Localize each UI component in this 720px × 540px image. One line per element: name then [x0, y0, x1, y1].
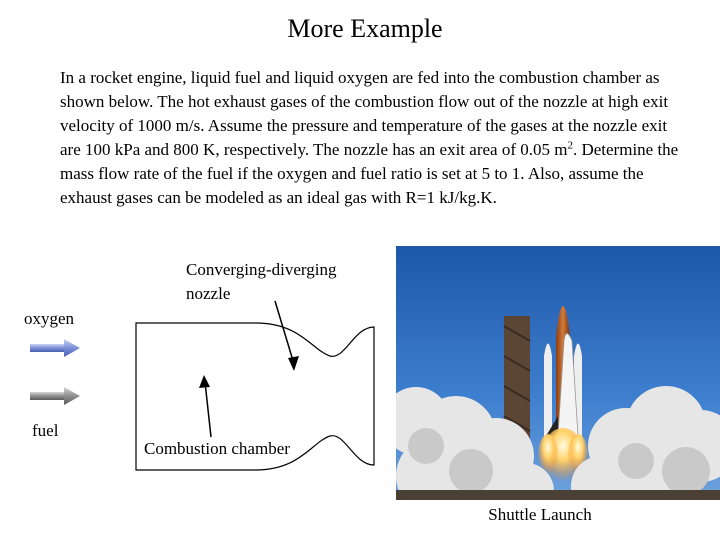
- problem-text-part2: . Determine the mass flow rate of the fuel if the oxygen and fuel ratio is set at 5 to 1. Also, assume the exhaust gases can be modeled as an ideal gas with R=1 kJ/kg.K.: [60, 140, 679, 207]
- shuttle-launch-photo: [396, 246, 720, 500]
- combustion-chamber-label: Combustion chamber: [144, 439, 290, 458]
- fuel-inlet-arrow: [30, 387, 80, 405]
- fuel-label: fuel: [32, 421, 59, 440]
- area-unit-superscript: 2: [567, 139, 573, 152]
- nozzle-label-line1: Converging-diverging: [186, 260, 337, 279]
- photo-caption: Shuttle Launch: [488, 505, 592, 524]
- oxygen-label: oxygen: [24, 309, 75, 328]
- slide-title: More Example: [287, 14, 443, 43]
- nozzle-label: [186, 258, 336, 306]
- nozzle-label-line2: nozzle: [186, 284, 231, 303]
- problem-text-part1: In a rocket engine, liquid fuel and liquid oxygen are fed into the combustion chamber as shown below. The hot exhaust gases of the combustion flow out of the nozzle at high exit velocity of 1000 m/s. Assume the pressure and temperature of the gases at the nozzle exit are 100 kPa and 800 K, respectively. The nozzle has an exit area of 0.05 m: [60, 68, 669, 159]
- oxygen-inlet-arrow: [30, 339, 80, 357]
- shuttle-launch-illustration: [396, 246, 720, 500]
